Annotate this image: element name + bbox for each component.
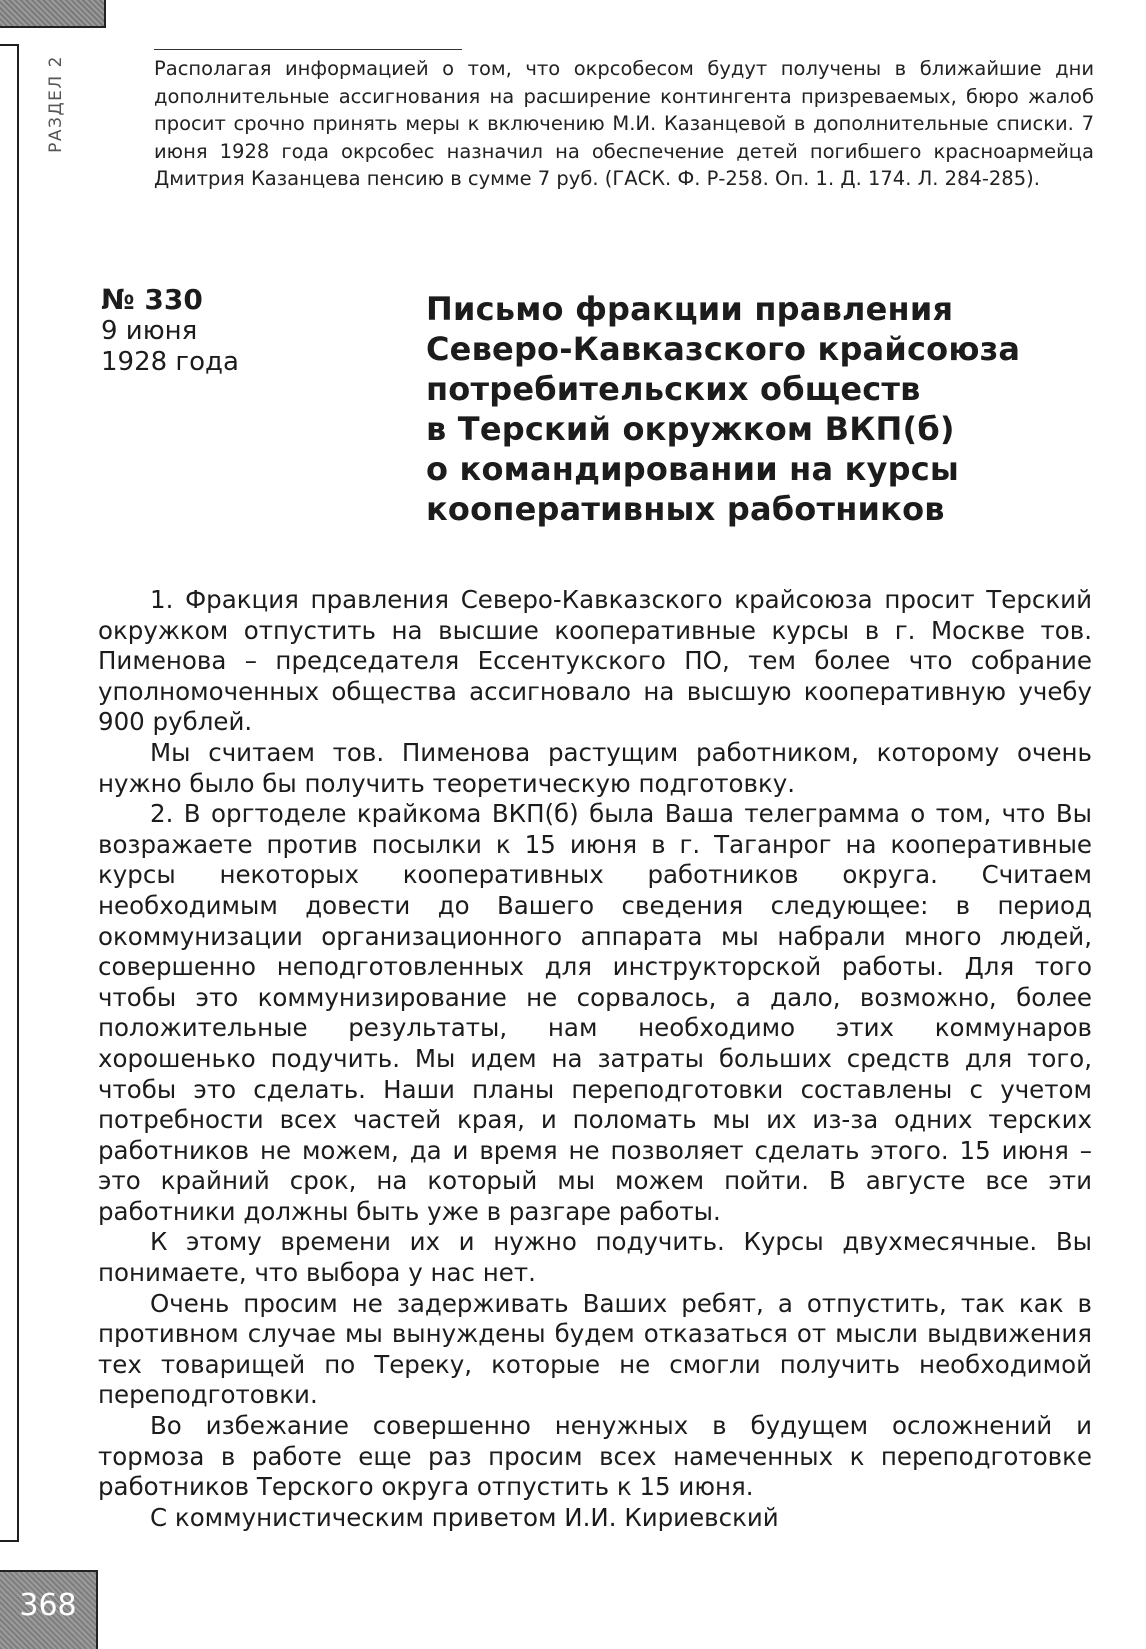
body-paragraph: Мы считаем тов. Пименова растущим работником, которому очень нужно было бы получить теоретическую подготовку. [98, 737, 1092, 798]
body-paragraph: 2. В оргтоделе крайкома ВКП(б) была Ваша телеграмма о том, что Вы возражаете против посылки к 15 июня в г. Таганрог на кооперативные курсы некоторых кооперативных работников округа. Считаем необходимым довести до Вашего сведения следующее: в период окоммунизации организационного аппарата мы набрали много людей, совершенно неподготовленных для инструкторской работы. Для того чтобы это коммунизирование не сорвалось, а дало, возможно, более положительные результаты, нам необходимо этих коммунаров хорошенько подучить. Мы идем на затраты больших средств для того, чтобы это сделать. Наши планы переподготовки составлены с учетом потребности всех частей края, и поломать мы их из-за одних терских работников не можем, да и время не позволяет сделать этого. 15 июня – это крайний срок, на который мы можем пойти. В августе все эти работники должны быть уже в разгаре работы. [98, 799, 1092, 1226]
body-paragraph: 1. Фракция правления Северо-Кавказского крайсоюза просит Терский окружком отпустить на высшие кооперативные курсы в г. Москве тов. Пименова – председателя Ессентукского ПО, тем более что собрание уполномоченных общества ассигновало на высшую кооперативную учебу 900 рублей. [98, 585, 1092, 737]
footnote: Располагая информацией о том, что окрсобесом будут получены в ближайшие дни дополнительные ассигнования на расширение контингента призреваемых, бюро жалоб просит срочно принять меры к включению М.И. Казанцевой в дополнительные списки. 7 июня 1928 года окрсобес назначил на обеспечение детей погибшего красноармейца Дмитрия Казанцева пенсию в сумме 7 руб. (ГАСК. Ф. Р-258. Оп. 1. Д. 174. Л. 284-285). [154, 57, 1094, 190]
title-line: кооперативных работников [426, 490, 945, 528]
document-body [98, 585, 1092, 1533]
title-line: потребительских обществ [426, 370, 921, 408]
document-date-year: 1928 года [101, 347, 239, 377]
signature: С коммунистическим приветом И.И. Кириевский [150, 1502, 779, 1532]
document-title [426, 289, 1116, 529]
document-date-day: 9 июня [101, 316, 198, 346]
body-paragraph: Очень просим не задерживать Ваших ребят, а отпустить, так как в противном случае мы вынуждены будем отказаться от мысли выдвижения тех товарищей по Тереку, которые не смогли получить необходимой переподготовки. [98, 1288, 1092, 1410]
page-number: 368 [19, 1588, 77, 1623]
page-number-box [0, 1570, 98, 1649]
title-line: Северо-Кавказского крайсоюза [426, 330, 1021, 368]
body-paragraph: К этому времени их и нужно подучить. Курсы двухмесячные. Вы понимаете, что выбора у нас нет. [98, 1227, 1092, 1288]
footnote-rule [154, 49, 462, 50]
section-label: РАЗДЕЛ 2 [46, 55, 66, 153]
document-number: № 330 [101, 283, 203, 316]
title-line: Письмо фракции правления [426, 290, 954, 328]
title-line: о командировании на курсы [426, 450, 960, 488]
top-decorative-block [0, 0, 106, 28]
margin-frame [0, 44, 19, 1542]
body-paragraph: Во избежание совершенно ненужных в будущем осложнений и тормоза в работе еще раз просим всех намеченных к переподготовке работников Терского округа отпустить к 15 июня. [98, 1411, 1092, 1502]
document-meta [101, 284, 361, 378]
title-line: в Терский окружком ВКП(б) [426, 410, 955, 448]
